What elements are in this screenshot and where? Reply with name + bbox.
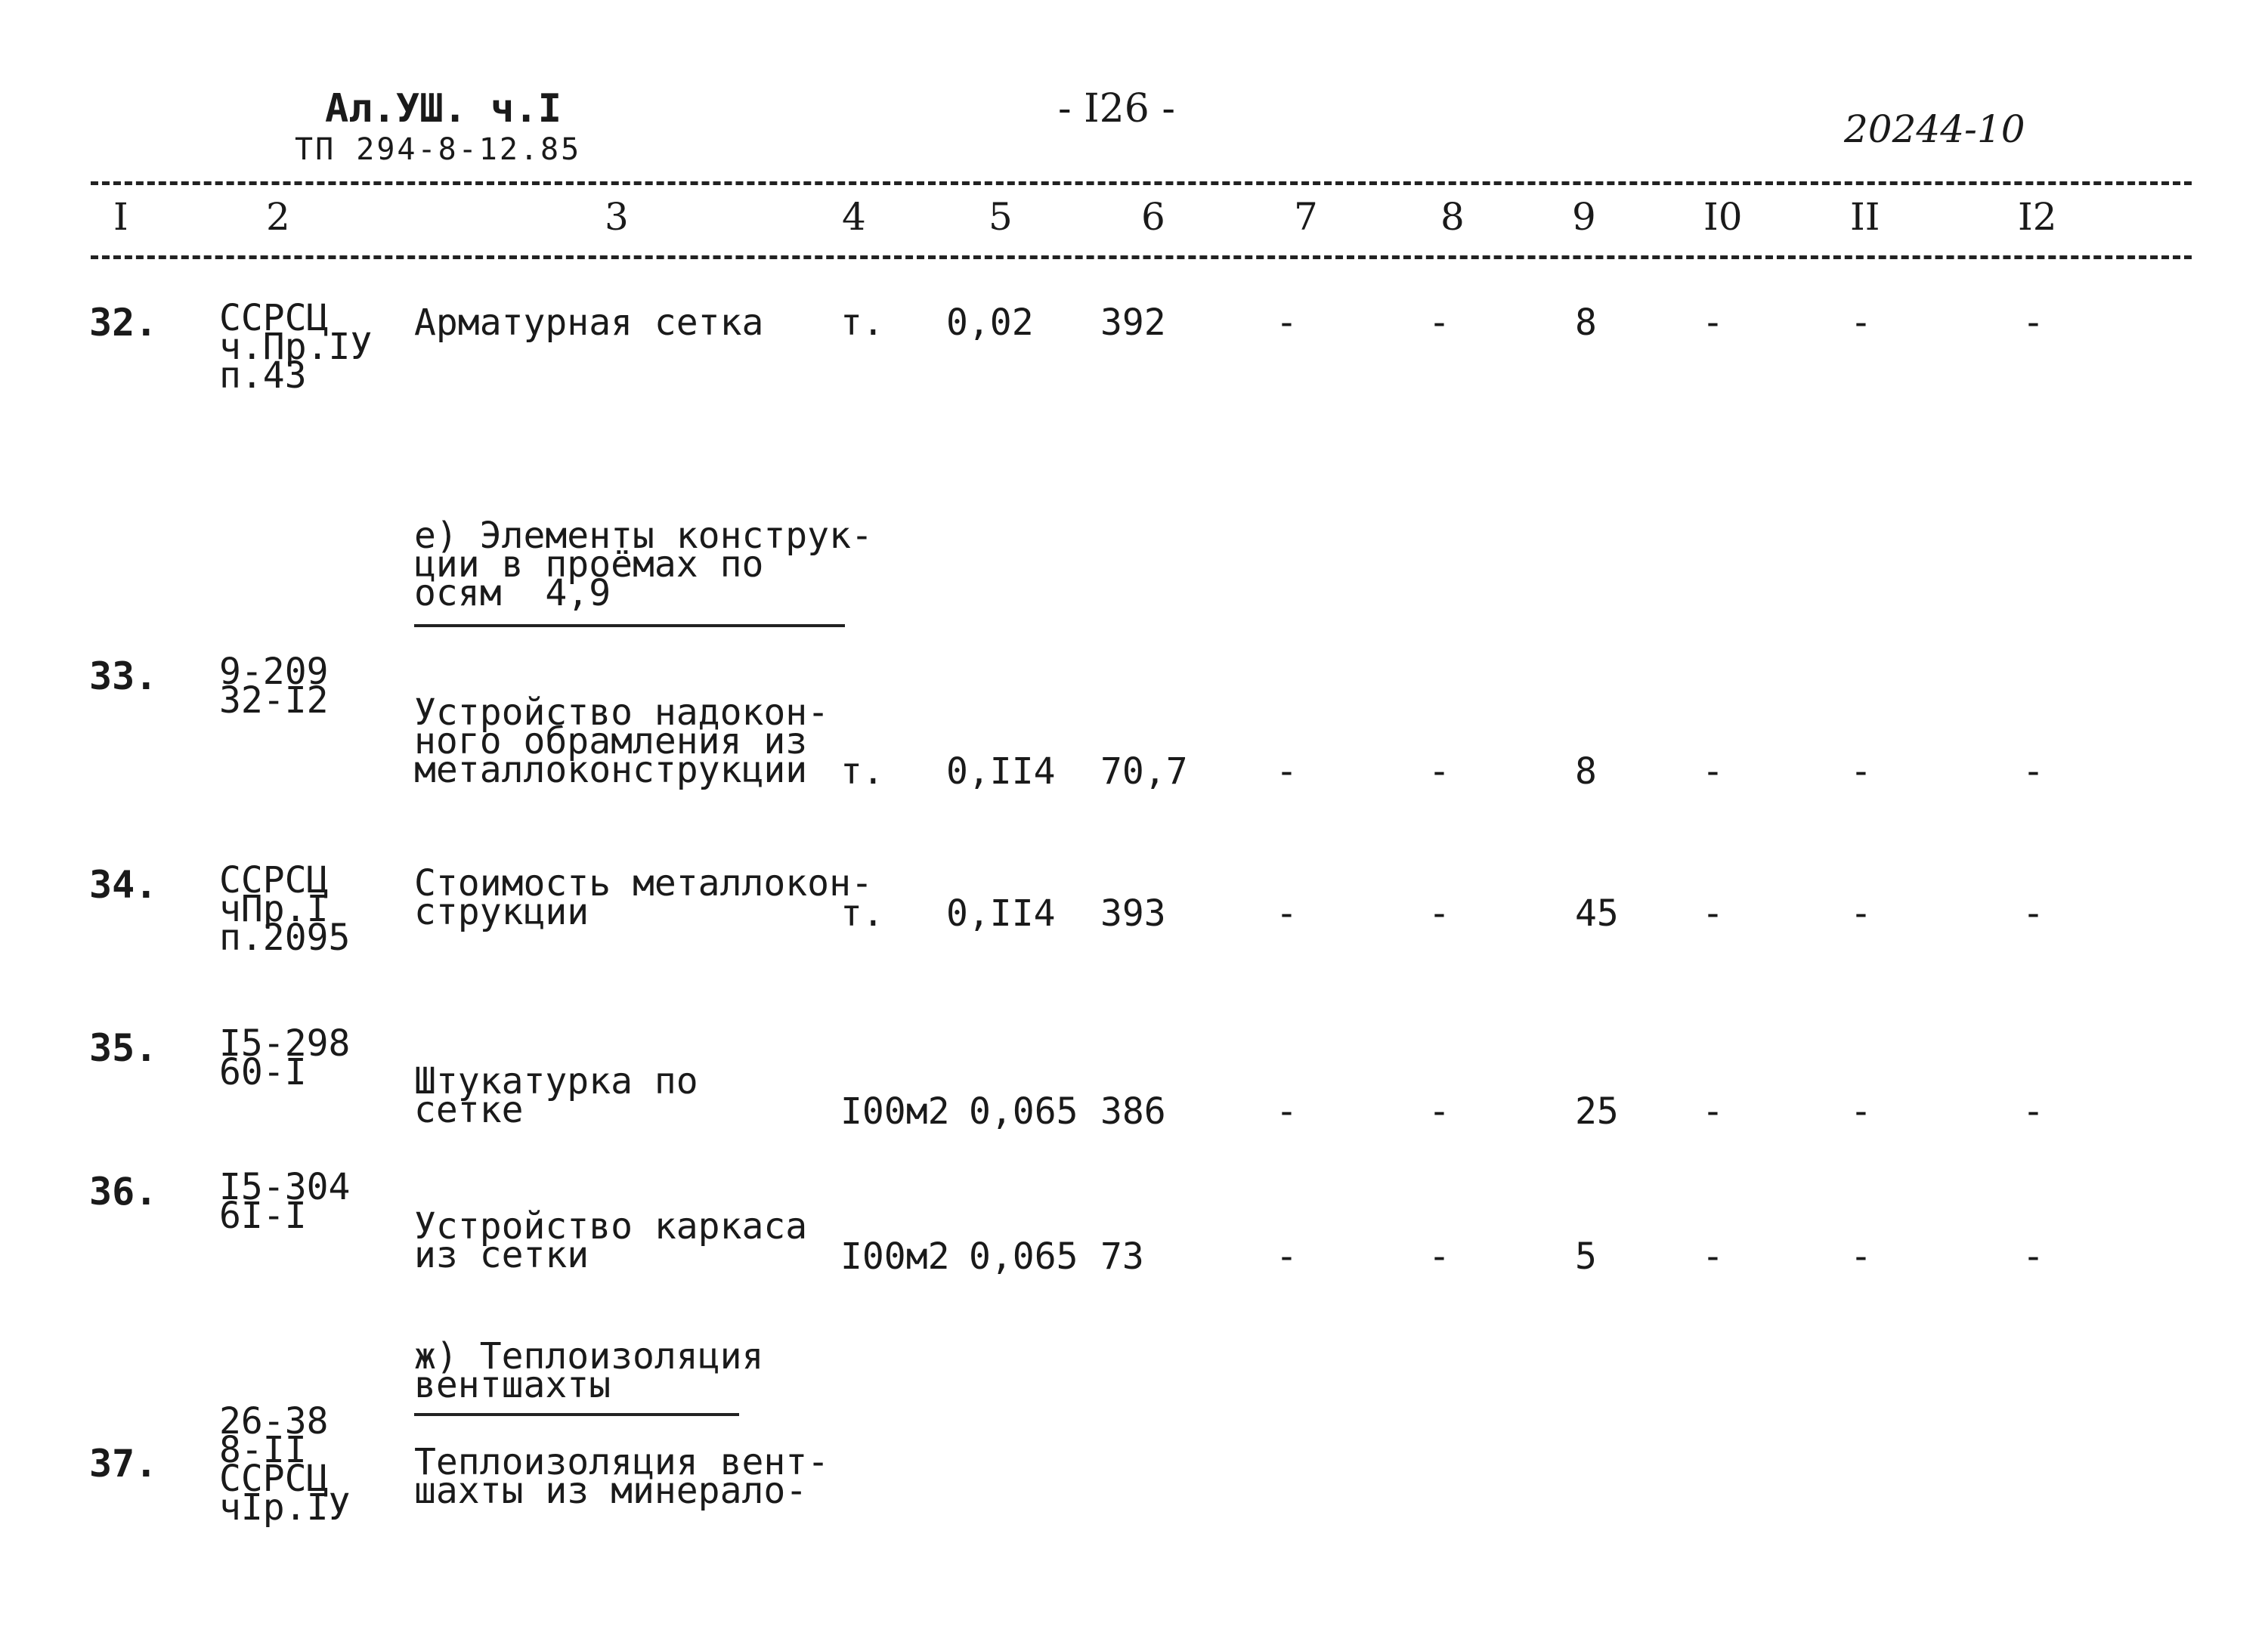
col-10-value: - xyxy=(1702,1090,1724,1133)
col-8-value: - xyxy=(1428,750,1450,793)
work-name: Устройство надокон- ного обрамления из металлоконструкции xyxy=(414,691,830,791)
column-header: I xyxy=(113,195,128,239)
work-name: Устройство каркаса из сетки xyxy=(414,1205,808,1276)
unit: т. xyxy=(840,892,884,935)
section-underline xyxy=(414,1413,739,1416)
col-6-value: 393 xyxy=(1100,892,1166,935)
col-7-value: - xyxy=(1276,1235,1298,1278)
col-8-value: - xyxy=(1428,301,1450,344)
section-underline xyxy=(414,624,845,627)
column-header: I2 xyxy=(2018,195,2057,239)
quantity: 0,065 xyxy=(969,1235,1078,1278)
rate-code: 26-38 8-II ССРСЦ чIр.IУ xyxy=(219,1400,351,1529)
column-header: 6 xyxy=(1141,195,1165,239)
col-11-value: - xyxy=(1850,301,1872,344)
rate-code: I5-304 6I-I xyxy=(219,1166,351,1237)
col-7-value: - xyxy=(1276,1090,1298,1133)
work-name: Штукатурка по сетке xyxy=(414,1060,698,1131)
work-name: Арматурная сетка xyxy=(414,301,764,344)
work-name: Стоимость металлокон- струкции xyxy=(414,862,873,933)
col-8-value: - xyxy=(1428,892,1450,935)
col-8-value: - xyxy=(1428,1235,1450,1278)
col-10-value: - xyxy=(1702,301,1724,344)
col-10-value: - xyxy=(1702,1235,1724,1278)
column-header: 7 xyxy=(1294,195,1318,239)
column-header: 8 xyxy=(1440,195,1465,239)
row-number: 33. xyxy=(89,654,158,698)
section-heading: е) Элементы конструк- ции в проёмах по осям 4,9 xyxy=(414,515,873,614)
rate-code: ССРСЦ ч.Пр.IУ п.43 xyxy=(219,297,373,397)
col-12-value: - xyxy=(2022,750,2044,793)
unit: т. xyxy=(840,301,884,344)
col-12-value: - xyxy=(2022,1235,2044,1278)
rate-code: ССРСЦ чПр.I п.2095 xyxy=(219,859,351,959)
col-7-value: - xyxy=(1276,301,1298,344)
unit: т. xyxy=(840,750,884,793)
col-9-value: 8 xyxy=(1575,750,1597,793)
rate-code: I5-298 60-I xyxy=(219,1022,351,1093)
quantity: 0,02 xyxy=(946,301,1034,344)
column-header: 2 xyxy=(266,195,290,239)
col-10-value: - xyxy=(1702,892,1724,935)
col-11-value: - xyxy=(1850,892,1872,935)
column-header: I0 xyxy=(1703,195,1743,239)
table-top-rule xyxy=(91,181,2192,185)
document-code: ТП 294-8-12.85 xyxy=(295,132,582,167)
col-7-value: - xyxy=(1276,892,1298,935)
col-11-value: - xyxy=(1850,750,1872,793)
col-11-value: - xyxy=(1850,1090,1872,1133)
rate-code: 9-209 32-I2 xyxy=(219,651,329,722)
table-header-rule xyxy=(91,255,2192,259)
col-12-value: - xyxy=(2022,892,2044,935)
col-7-value: - xyxy=(1276,750,1298,793)
quantity: 0,065 xyxy=(969,1090,1078,1133)
sheet-code: 20244-10 xyxy=(1844,107,2025,151)
work-name: Теплоизоляция вент- шахты из минерало- xyxy=(414,1441,830,1512)
col-6-value: 392 xyxy=(1100,301,1166,344)
row-number: 34. xyxy=(89,863,158,907)
album-label: Ал.УШ. ч.I xyxy=(325,86,562,131)
page-number: - I26 - xyxy=(1058,86,1175,131)
col-11-value: - xyxy=(1850,1235,1872,1278)
col-8-value: - xyxy=(1428,1090,1450,1133)
col-6-value: 70,7 xyxy=(1100,750,1188,793)
col-10-value: - xyxy=(1702,750,1724,793)
row-number: 32. xyxy=(89,301,158,345)
column-header: 3 xyxy=(605,195,629,239)
row-number: 36. xyxy=(89,1170,158,1214)
section-heading: ж) Теплоизоляция вентшахты xyxy=(414,1335,764,1406)
row-number: 37. xyxy=(89,1442,158,1486)
unit: I00м2 xyxy=(840,1090,950,1133)
column-header: 4 xyxy=(842,195,866,239)
row-number: 35. xyxy=(89,1026,158,1070)
col-6-value: 386 xyxy=(1100,1090,1166,1133)
quantity: 0,II4 xyxy=(946,892,1056,935)
column-header: 5 xyxy=(989,195,1013,239)
column-header: II xyxy=(1850,195,1880,239)
column-header: 9 xyxy=(1572,195,1596,239)
unit: I00м2 xyxy=(840,1235,950,1278)
col-9-value: 25 xyxy=(1575,1090,1619,1133)
col-9-value: 45 xyxy=(1575,892,1619,935)
col-12-value: - xyxy=(2022,301,2044,344)
col-9-value: 8 xyxy=(1575,301,1597,344)
col-9-value: 5 xyxy=(1575,1235,1597,1278)
col-6-value: 73 xyxy=(1100,1235,1144,1278)
quantity: 0,II4 xyxy=(946,750,1056,793)
col-12-value: - xyxy=(2022,1090,2044,1133)
